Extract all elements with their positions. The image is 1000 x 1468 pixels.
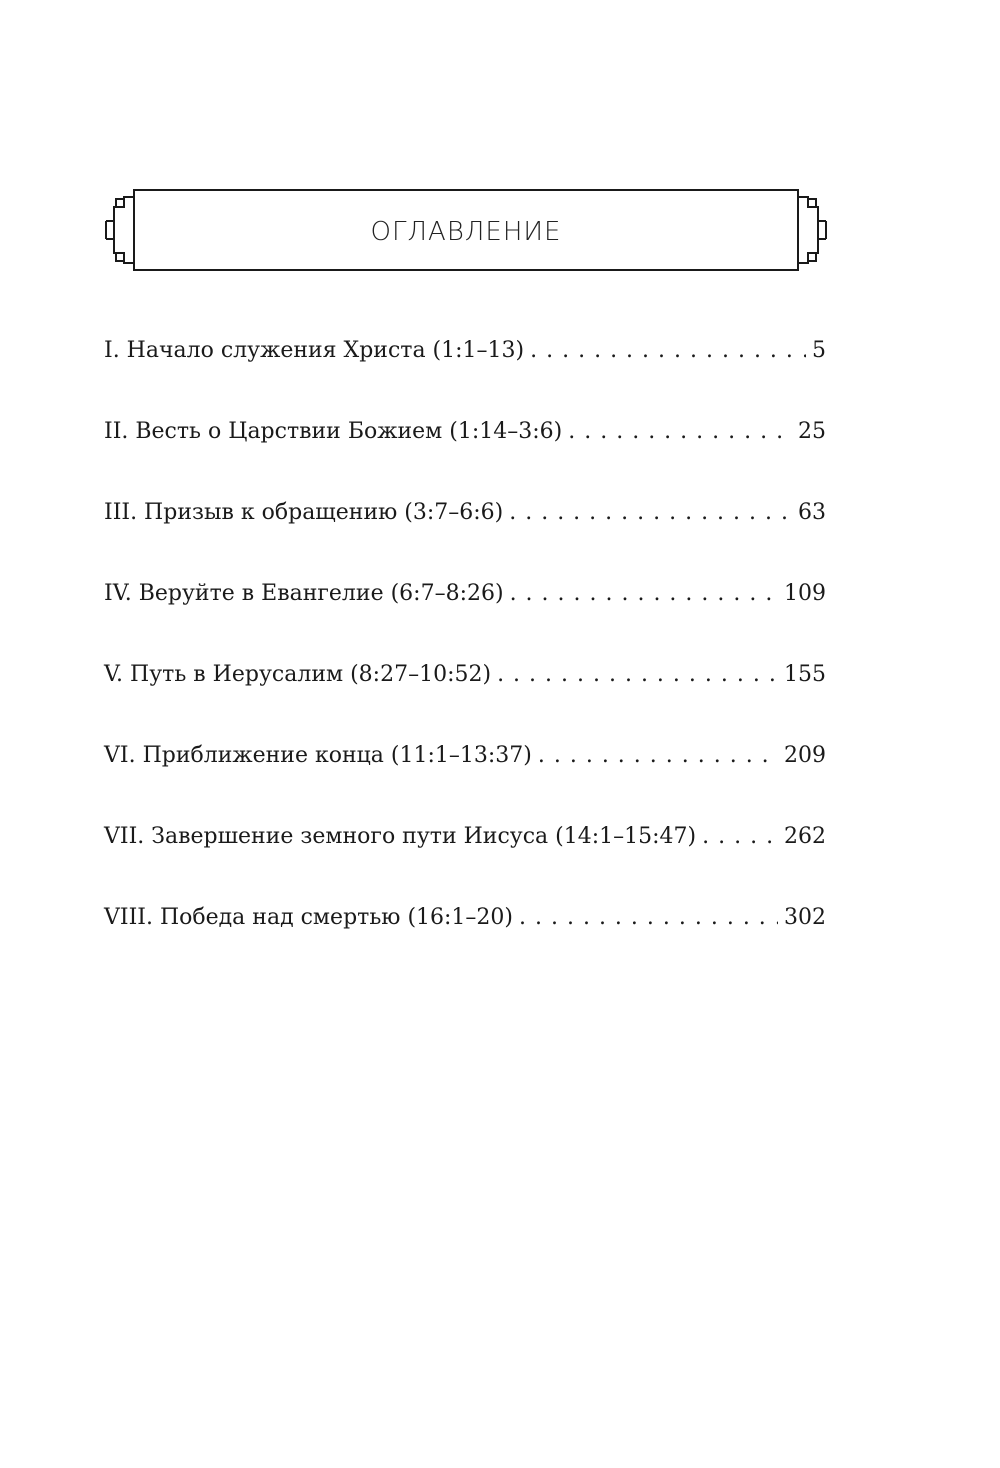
- dot-leader: [530, 338, 806, 363]
- toc-entry-label: III. Призыв к обращению (3:7–6:6): [104, 500, 504, 525]
- toc-entry-4[interactable]: [104, 581, 826, 662]
- toc-entry-label: VII. Завершение земного пути Иисуса (14:1–15:47): [104, 824, 697, 849]
- toc-page-number: 209: [784, 743, 826, 768]
- toc-entry-label: IV. Веруйте в Евангелие (6:7–8:26): [104, 581, 504, 606]
- toc-page-number: 109: [784, 581, 826, 606]
- toc-entry-1[interactable]: [104, 338, 826, 419]
- toc-page-number: 25: [798, 419, 826, 444]
- dot-leader: [510, 581, 778, 606]
- toc-entry-8[interactable]: [104, 905, 826, 986]
- dot-leader: [497, 662, 778, 687]
- toc-page-number: 302: [784, 905, 826, 930]
- toc-page-number: 5: [812, 338, 826, 363]
- dot-leader: [538, 743, 778, 768]
- toc-page-number: 262: [784, 824, 826, 849]
- toc-entry-label: I. Начало служения Христа (1:1–13): [104, 338, 525, 363]
- dot-leader: [519, 905, 778, 930]
- toc-entry-label: VI. Приближение конца (11:1–13:37): [104, 743, 532, 768]
- toc-entry-6[interactable]: [104, 743, 826, 824]
- dot-leader: [568, 419, 792, 444]
- toc-entry-7[interactable]: [104, 824, 826, 905]
- toc-entry-2[interactable]: [104, 419, 826, 500]
- toc-entry-3[interactable]: [104, 500, 826, 581]
- page-title: ОГЛАВЛЕНИЕ: [370, 217, 562, 247]
- toc-page-number: 63: [798, 500, 826, 525]
- toc-entry-label: VIII. Победа над смертью (16:1–20): [104, 905, 514, 930]
- toc-entry-label: V. Путь в Иерусалим (8:27–10:52): [104, 662, 492, 687]
- dot-leader: [509, 500, 792, 525]
- toc-entry-label: II. Весть о Царствии Божием (1:14–3:6): [104, 419, 563, 444]
- toc-entry-5[interactable]: [104, 662, 826, 743]
- toc-page-number: 155: [784, 662, 826, 687]
- heading-frame: [104, 187, 828, 273]
- dot-leader: [702, 824, 778, 849]
- table-of-contents: [104, 338, 826, 986]
